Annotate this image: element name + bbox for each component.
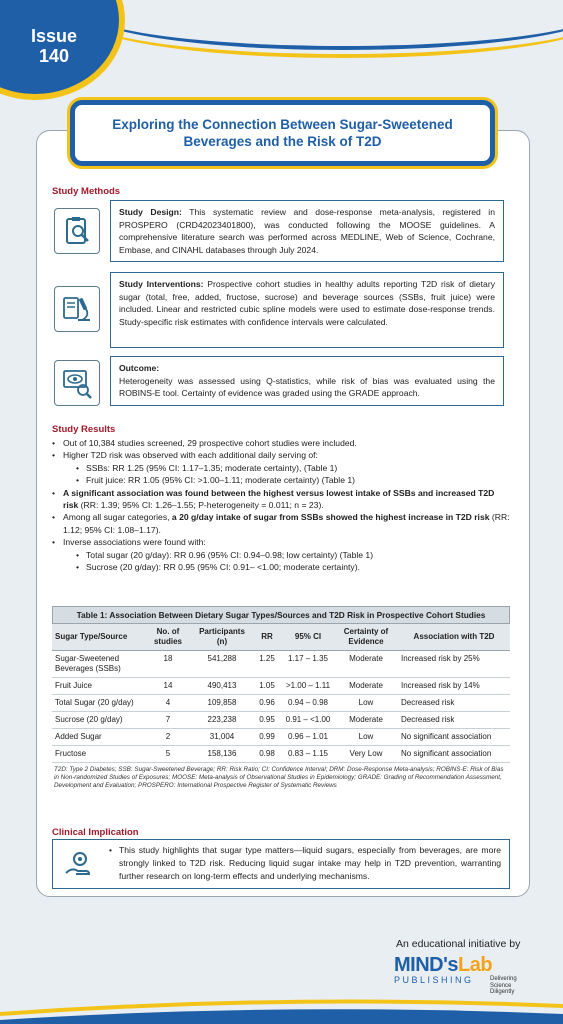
bottom-wave-decoration (0, 984, 563, 1024)
tagline-line: Delivering (490, 976, 517, 982)
method-outcome-body: Heterogeneity was assessed using Q-statistics, while risk of bias was evaluated using the ROBINS-E tool. Certainty of evidence was graded using the GRADE approach. (119, 375, 495, 399)
method-interventions-body: Prospective cohort studies in healthy adults reporting T2D risk of dietary sugar (total, free, added, fructose, sucrose) and beverage sources (SSBs, fruit juice) were included. Linear and restricted cubic spline models were used to estimate dose-response trends. Study-specific risk estimates with confidence intervals were calculated. (119, 279, 495, 327)
table-header-row (52, 624, 510, 651)
table-cell: 31,004 (192, 729, 252, 746)
result-tail: (RR: 1.39; 95% CI: 1.26–1.55; P-heterogeneity = 0.011; n = 23). (78, 500, 324, 511)
table-cell: Very Low (334, 746, 398, 763)
method-interventions (54, 272, 504, 348)
table-row (52, 746, 510, 763)
table-row (52, 729, 510, 746)
method-outcome (54, 356, 504, 406)
clinical-text: • This study highlights that sugar type matters—liquid sugars, especially from beverages, are more strongly linked to T2D risk. Reducing liquid sugar intake may help in T2D prevention, warranting further research on long-term effects and underlying mechanisms. (109, 844, 501, 883)
method-design (54, 200, 504, 262)
result-subitem: • Total sugar (20 g/day): RR 0.96 (95% CI: 0.94–0.98; low certainty) (Table 1) (52, 549, 512, 561)
results-table (52, 606, 510, 793)
microscope-icon (54, 286, 100, 332)
brand-minds: MIND's (394, 954, 458, 976)
data-table (52, 624, 510, 763)
result-subitem: • SSBs: RR 1.25 (95% CI: 1.17–1.35; moderate certainty), (Table 1) (52, 462, 512, 474)
result-item: • Higher T2D risk was observed with each additional daily serving of: (52, 449, 512, 461)
table-cell: Moderate (334, 712, 398, 729)
table-cell: 541,288 (192, 651, 252, 678)
table-cell: Moderate (334, 651, 398, 678)
result-bold: a 20 g/day intake of sugar from SSBs showed the highest increase in T2D risk (171, 512, 490, 523)
col-header: Sugar Type/Source (52, 624, 144, 651)
table-cell: 2 (144, 729, 192, 746)
table-cell: 7 (144, 712, 192, 729)
result-bold: A significant association was found between the highest versus lowest intake of SSBs and increased T2D risk (63, 487, 495, 511)
methods-heading: Study Methods (52, 186, 121, 197)
table-cell: Low (334, 695, 398, 712)
title-box (70, 100, 495, 166)
table-cell: 0.98 (252, 746, 282, 763)
issue-word: Issue (30, 26, 78, 46)
table-cell: Moderate (334, 678, 398, 695)
table-row (52, 678, 510, 695)
result-item (52, 511, 512, 536)
table-cell: 0.91 – <1.00 (282, 712, 334, 729)
table-cell: 223,238 (192, 712, 252, 729)
educational-initiative: An educational initiative by (396, 938, 521, 950)
method-interventions-text (110, 272, 504, 348)
table-cell: 0.83 – 1.15 (282, 746, 334, 763)
table-cell: Total Sugar (20 g/day) (52, 695, 144, 712)
table-cell: 490,413 (192, 678, 252, 695)
table-cell: 158,136 (192, 746, 252, 763)
table-cell: 1.05 (252, 678, 282, 695)
col-header: Certainty of Evidence (334, 624, 398, 651)
table-cell: Sugar-Sweetened Beverages (SSBs) (52, 651, 144, 678)
clipboard-search-icon (54, 208, 100, 254)
table-cell: 0.94 – 0.98 (282, 695, 334, 712)
brand-name (394, 954, 534, 977)
method-design-body: This systematic review and dose-response meta-analysis, registered in PROSPERO (CRD42023401800), was conducted following the MOOSE guidelines. A comprehensive literature search was performed across MEDLINE, Web of Science, Cochrane, Embase, and CINAHL databases through July 2024. (119, 207, 495, 255)
col-header: RR (252, 624, 282, 651)
table-cell: Low (334, 729, 398, 746)
table-cell: 1.25 (252, 651, 282, 678)
table-cell: Decreased risk (398, 695, 510, 712)
table-cell: 109,858 (192, 695, 252, 712)
col-header: Association with T2D (398, 624, 510, 651)
clinical-box (52, 839, 510, 889)
issue-number: 140 (38, 46, 70, 66)
results-list (52, 437, 512, 573)
table-cell: 0.96 – 1.01 (282, 729, 334, 746)
col-header: 95% CI (282, 624, 334, 651)
result-item (52, 487, 512, 512)
results-heading: Study Results (52, 424, 116, 435)
clinical-heading: Clinical Implication (52, 827, 139, 838)
table-cell: 4 (144, 695, 192, 712)
table-cell: No significant association (398, 729, 510, 746)
table-cell: No significant association (398, 746, 510, 763)
table-cell: Sucrose (20 g/day) (52, 712, 144, 729)
col-header: Participants (n) (192, 624, 252, 651)
table-row (52, 651, 510, 678)
method-outcome-label: Outcome: (119, 363, 160, 373)
top-wave-accent (83, 0, 563, 58)
table-cell: 1.17 – 1.35 (282, 651, 334, 678)
page-title: Exploring the Connection Between Sugar-Sweetened Beverages and the Risk of T2D (112, 117, 453, 149)
table-cell: Added Sugar (52, 729, 144, 746)
table-caption: Table 1: Association Between Dietary Sugar Types/Sources and T2D Risk in Prospective Cohort Studies (52, 606, 510, 624)
method-design-text (110, 200, 504, 262)
table-cell: >1.00 – 1.11 (282, 678, 334, 695)
table-cell: Fruit Juice (52, 678, 144, 695)
method-interventions-label: Study Interventions: (119, 279, 204, 289)
table-cell: Fructose (52, 746, 144, 763)
table-cell: 5 (144, 746, 192, 763)
result-subitem: • Fruit juice: RR 1.05 (95% CI: >1.00–1.11; moderate certainty) (Table 1) (52, 474, 512, 486)
col-header: No. of studies (144, 624, 192, 651)
tagline-line: Diligently (490, 989, 515, 995)
result-subitem: • Sucrose (20 g/day): RR 0.95 (95% CI: 0.91– <1.00; moderate certainty). (52, 561, 512, 573)
table-row (52, 695, 510, 712)
hand-gear-icon (61, 846, 97, 882)
table-cell: Decreased risk (398, 712, 510, 729)
table-cell: Increased risk by 14% (398, 678, 510, 695)
table-cell: 0.96 (252, 695, 282, 712)
table-footnote: T2D: Type 2 Diabetes; SSB: Sugar-Sweetened Beverage; RR: Risk Ratio; CI: Confidence Interval; DRM: Dose-Response Meta-analysis; ROBINS-E: Risk of Bias in Non-randomized Studies of Exposures; MOOSE: Meta-analysis of Observational Studies in Epidemiology; GRADE: Grading of Recommendation Assessment, Development and Evaluation; PROSPERO: International Prospective Register of Systematic Reviews (54, 766, 504, 789)
result-pre: Among all sugar categories, (63, 512, 172, 523)
result-item: • Inverse associations were found with: (52, 536, 512, 548)
method-design-label: Study Design: (119, 207, 182, 217)
brand-sub: PUBLISHING (394, 975, 474, 985)
result-item: • Out of 10,384 studies screened, 29 prospective cohort studies were included. (52, 437, 512, 449)
table-row (52, 712, 510, 729)
result-tail: (RR: 1.12; 95% CI: 1.08–1.17). (63, 512, 510, 535)
table-cell: 14 (144, 678, 192, 695)
table-cell: 18 (144, 651, 192, 678)
table-cell: 0.95 (252, 712, 282, 729)
issue-label (18, 26, 90, 66)
brand-lab: Lab (457, 954, 493, 976)
table-cell: Increased risk by 25% (398, 651, 510, 678)
table-cell: 0.99 (252, 729, 282, 746)
eye-magnifier-icon (54, 360, 100, 406)
tagline-line: Science (490, 982, 512, 989)
method-outcome-text (110, 356, 504, 406)
